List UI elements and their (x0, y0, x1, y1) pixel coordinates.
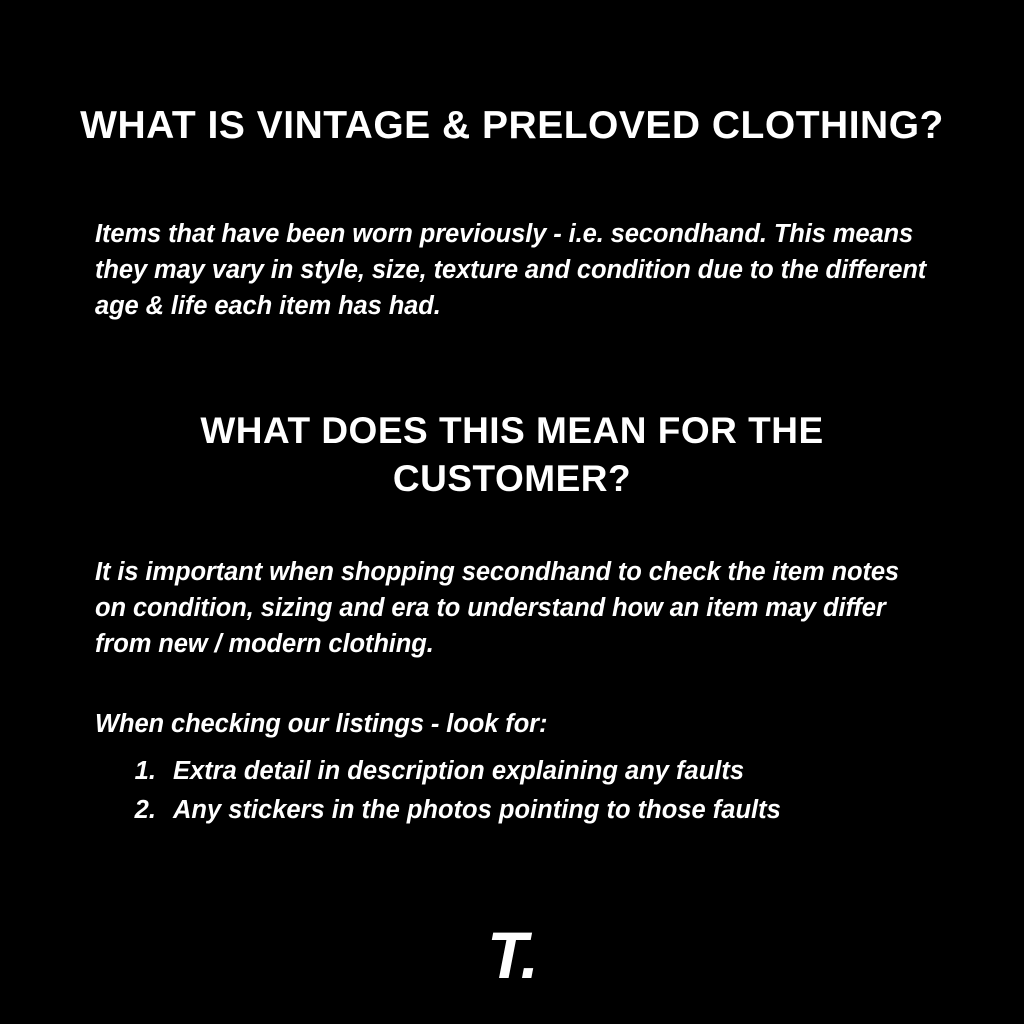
intro-paragraph: Items that have been worn previously - i.e. secondhand. This means they may vary in style, size, texture and condition due to the different age & life each item has had. (95, 219, 927, 320)
section-heading-customer: WHAT DOES THIS MEAN FOR THE CUSTOMER? (200, 409, 824, 499)
customer-paragraph: It is important when shopping secondhand to check the item notes on condition, sizing and era to understand how an item may differ from new / modern clothing. (95, 557, 900, 658)
list-item: 2. Any stickers in the photos pointing to those faults (163, 791, 930, 830)
brand-logo: T. (487, 918, 537, 992)
listings-prompt: When checking our listings - look for: (95, 709, 548, 738)
checklist (95, 752, 930, 830)
page-title: WHAT IS VINTAGE & PRELOVED CLOTHING? (80, 104, 944, 148)
list-item: 1. Extra detail in description explaining any faults (163, 752, 930, 791)
